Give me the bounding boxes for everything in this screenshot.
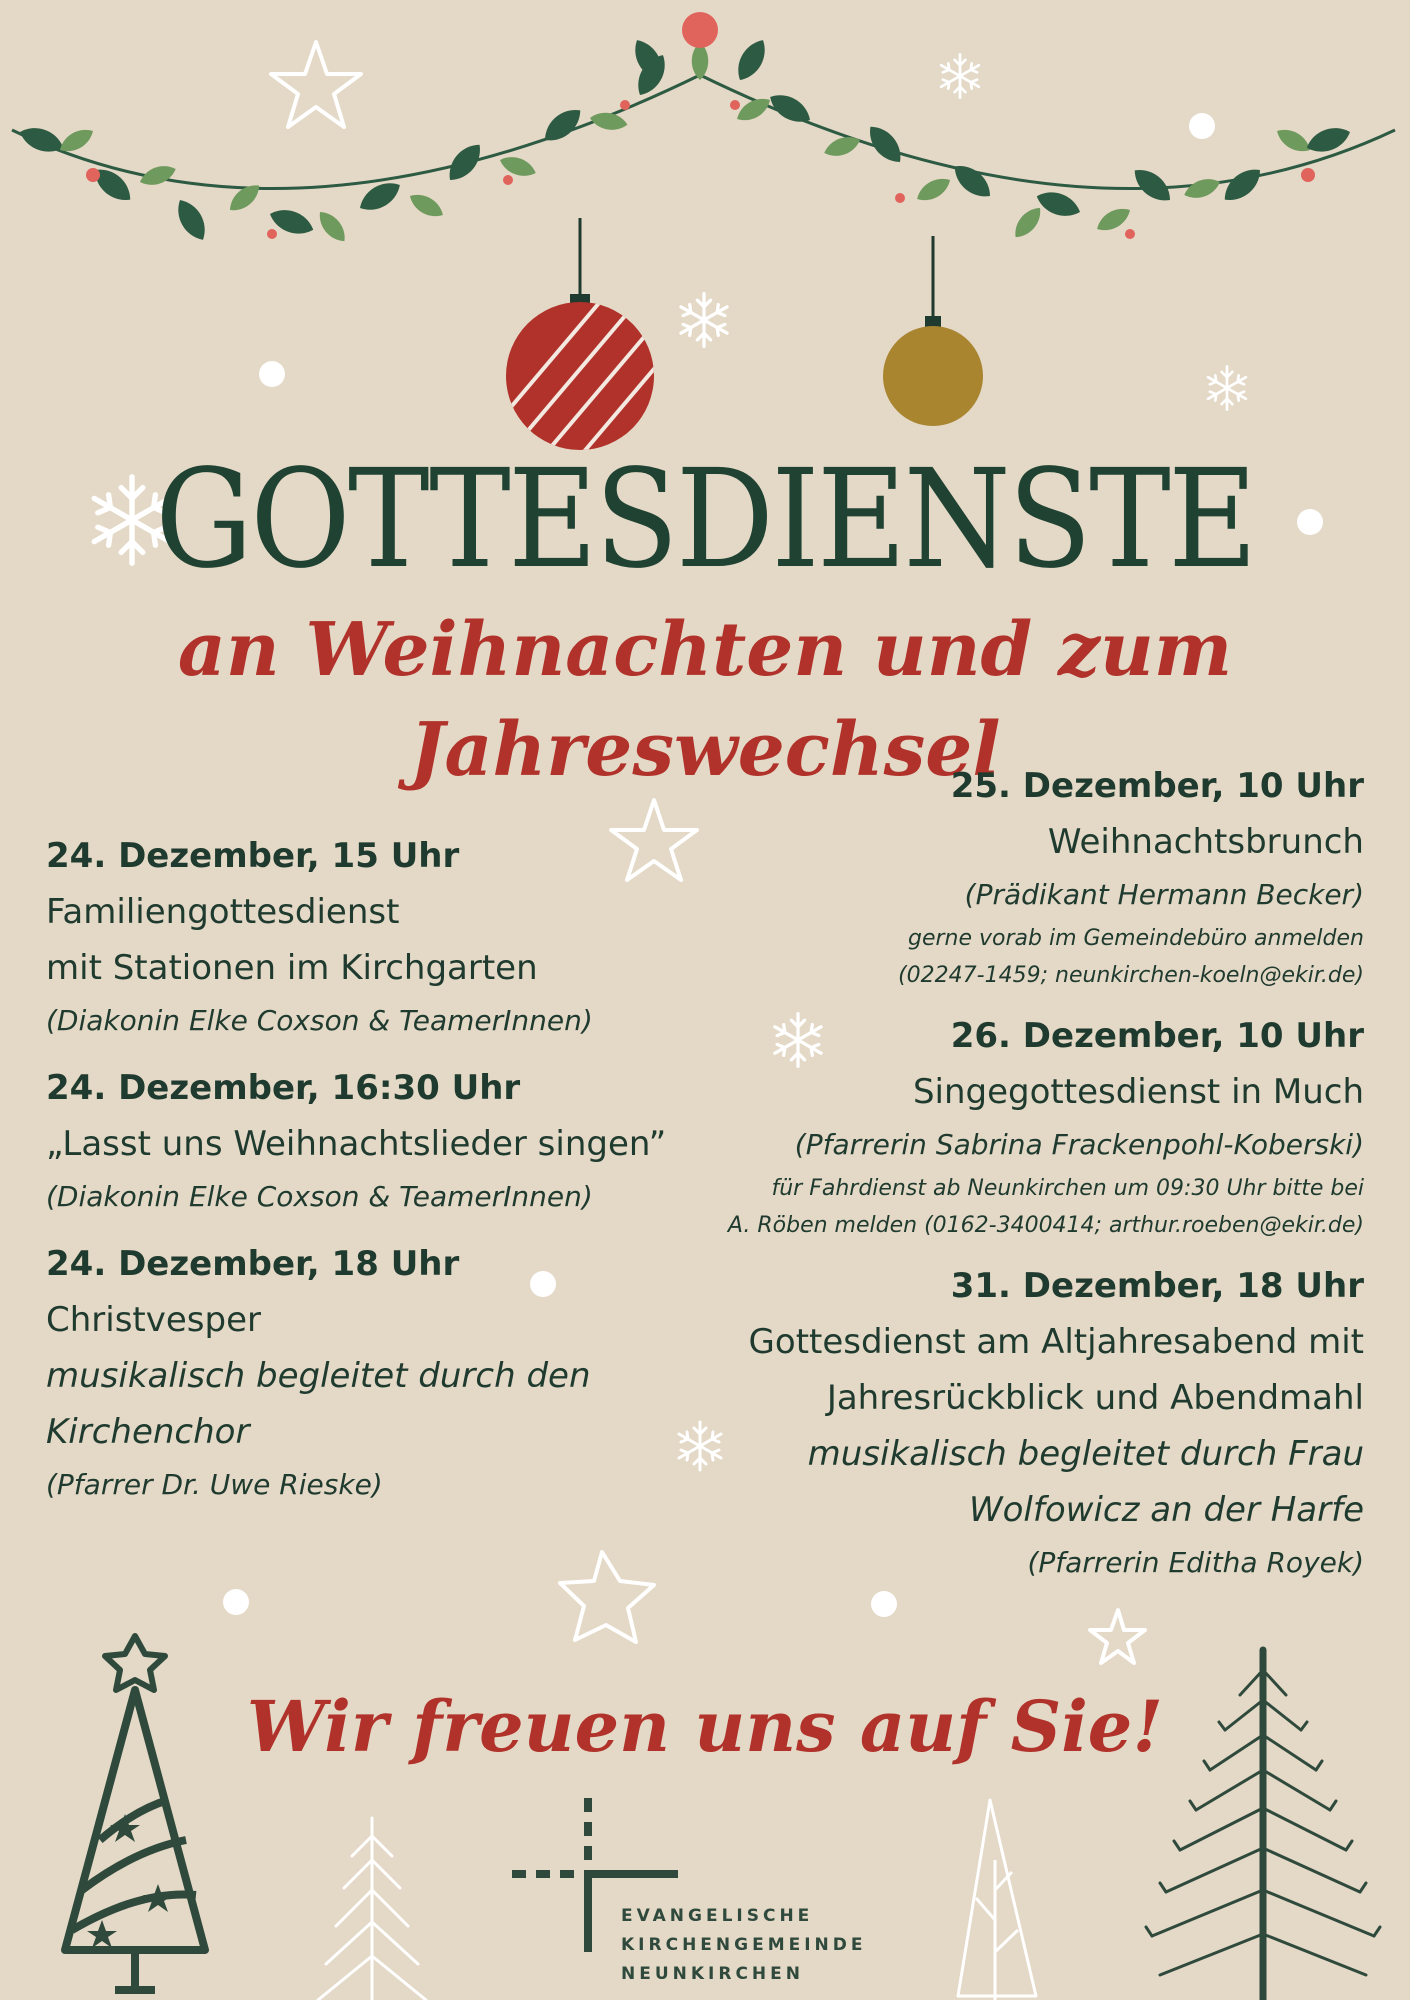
garland — [12, 12, 1395, 246]
closing-message: Wir freuen uns auf Sie! — [246, 1685, 1164, 1768]
star-icon — [271, 42, 361, 127]
page-subtitle: an Weihnachten und zum Jahreswechsel — [177, 607, 1233, 793]
church-logo-text — [621, 1902, 867, 1989]
event-note: (02247-1459; neunkirchen-koeln@ekir.de) — [898, 963, 1364, 988]
event-date: 25. Dezember, 10 Uhr — [950, 766, 1364, 806]
event-date: 31. Dezember, 18 Uhr — [950, 1266, 1364, 1306]
event-pastor: (Pfarrer Dr. Uwe Rieske) — [46, 1468, 383, 1501]
event-detail: Wolfowicz an der Harfe — [969, 1490, 1364, 1530]
logo-line: NEUNKIRCHEN — [621, 1964, 805, 1984]
event-title: Weihnachtsbrunch — [1047, 822, 1364, 862]
logo-line: KIRCHENGEMEINDE — [621, 1935, 867, 1955]
event-title: Gottesdienst am Altjahresabend mit — [748, 1322, 1364, 1362]
event-entry — [564, 1008, 1364, 1244]
event-note: A. Röben melden (0162-3400414; arthur.roeben@ekir.de) — [727, 1213, 1364, 1238]
event-title: Singegottesdienst in Much — [912, 1072, 1364, 1112]
event-title: mit Stationen im Kirchgarten — [46, 948, 538, 988]
event-date: 26. Dezember, 10 Uhr — [950, 1016, 1364, 1056]
logo-line: EVANGELISCHE — [621, 1906, 814, 1926]
star-icon — [1090, 1610, 1145, 1663]
event-title: Familiengottesdienst — [46, 892, 400, 932]
event-entry — [564, 1258, 1364, 1588]
event-detail: musikalisch begleitet durch Frau — [807, 1434, 1364, 1474]
event-title: „Lasst uns Weihnachtslieder singen” — [46, 1124, 667, 1164]
event-title: Jahresrückblick und Abendmahl — [826, 1378, 1364, 1418]
event-detail: musikalisch begleitet durch den — [46, 1356, 591, 1396]
event-pastor: (Pfarrerin Editha Royek) — [1027, 1546, 1364, 1579]
event-note: für Fahrdienst ab Neunkirchen um 09:30 Uhr bitte bei — [771, 1176, 1364, 1201]
event-date: 24. Dezember, 16:30 Uhr — [46, 1068, 521, 1108]
event-entry — [564, 758, 1364, 994]
event-note: gerne vorab im Gemeindebüro anmelden — [908, 926, 1364, 951]
event-date: 24. Dezember, 15 Uhr — [46, 836, 460, 876]
event-detail: Kirchenchor — [46, 1412, 250, 1452]
event-date: 24. Dezember, 18 Uhr — [46, 1244, 460, 1284]
cone-tree-icon — [958, 1800, 1036, 2000]
snowflake-icon — [681, 294, 727, 347]
events-right-column — [564, 758, 1364, 1588]
event-pastor: (Diakonin Elke Coxson & TeamerInnen) — [46, 1004, 593, 1037]
snowflake-icon — [1208, 366, 1246, 409]
ornament-gold — [883, 236, 983, 426]
event-pastor: (Diakonin Elke Coxson & TeamerInnen) — [46, 1180, 593, 1213]
snowflake-icon — [941, 54, 979, 97]
event-pastor: (Pfarrerin Sabrina Frackenpohl-Koberski) — [794, 1128, 1364, 1161]
page-title: GOTTESDIENSTE — [155, 441, 1255, 599]
event-pastor: (Prädikant Hermann Becker) — [964, 878, 1364, 911]
event-title: Christvesper — [46, 1300, 261, 1340]
fir-tree-icon — [318, 1818, 426, 2000]
